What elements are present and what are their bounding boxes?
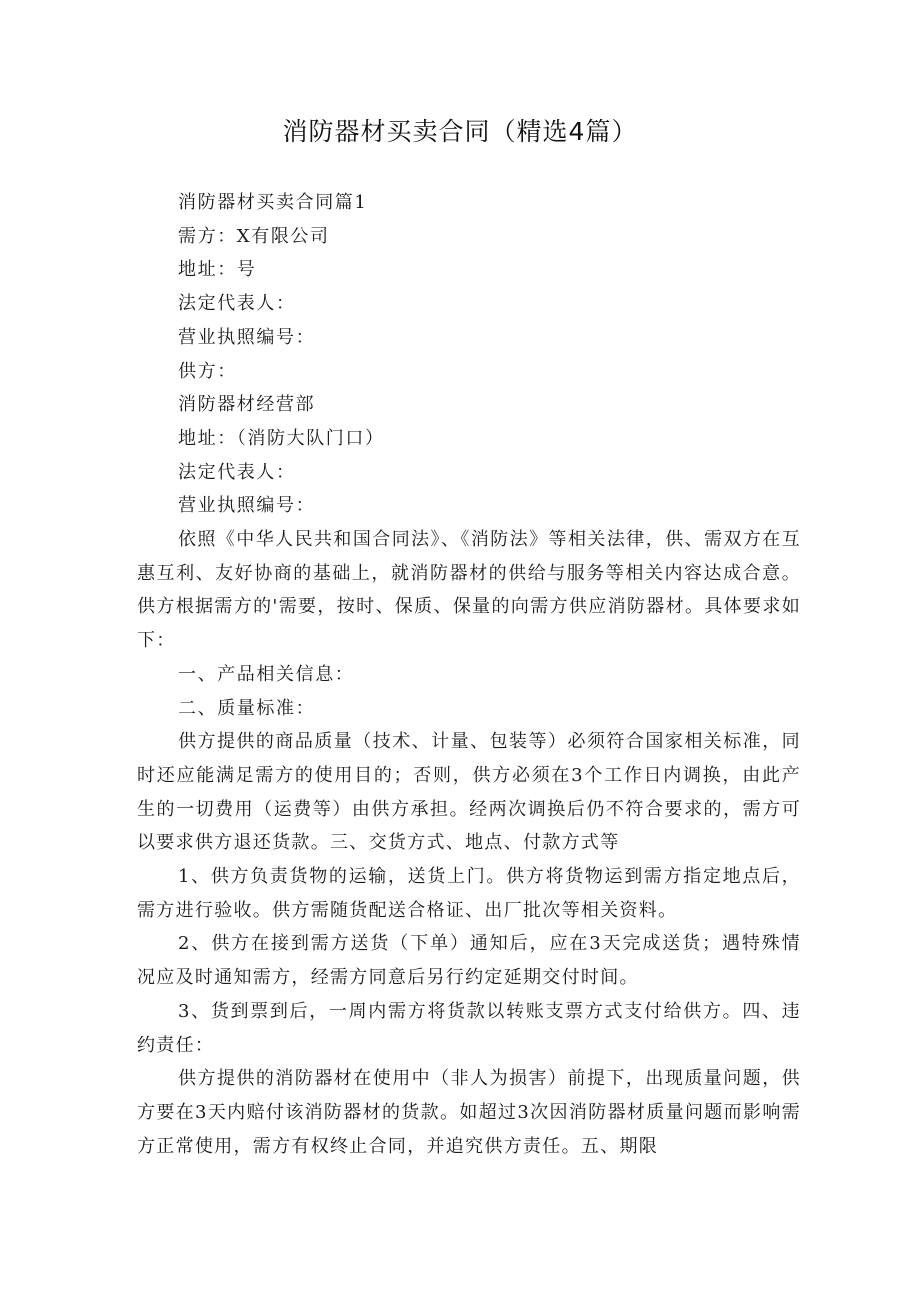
payment-item-3: 3、货到票到后，一周内需方将货款以转账支票方式支付给供方。四、违约责任： <box>137 1000 801 1056</box>
buyer-address-line: 地址：号 <box>178 259 257 281</box>
liability-paragraph: 供方提供的消防器材在使用中（非人为损害）前提下，出现质量问题，供方要在3天内赔付该消防器材的货款。如超过3次因消防器材质量问题而影响需方正常使用，需方有权终止合同，并追究供方责任。五、期限 <box>137 1068 801 1157</box>
delivery-item-2: 2、供方在接到需方送货（下单）通知后，应在3天完成送货；遇特殊情况应及时通知需方，经需方同意后另行约定延期交付时间。 <box>137 933 801 989</box>
supplier-legal-rep-line: 法定代表人： <box>178 461 296 483</box>
supplier-license-line: 营业执照编号： <box>178 495 316 517</box>
section-quality-standard: 二、质量标准： <box>178 697 316 719</box>
section-product-info: 一、产品相关信息： <box>178 663 355 685</box>
buyer-license-line: 营业执照编号： <box>178 326 316 348</box>
document-title: 消防器材买卖合同（精选4篇） <box>282 117 638 146</box>
supplier-address-line: 地址：（消防大队门口） <box>178 427 385 449</box>
contract-heading: 消防器材买卖合同篇1 <box>178 192 368 213</box>
buyer-line: 需方：X有限公司 <box>178 225 330 247</box>
supplier-line: 供方： <box>178 360 237 382</box>
buyer-legal-rep-line: 法定代表人： <box>178 293 296 315</box>
document-body <box>137 186 801 1163</box>
quality-paragraph: 供方提供的商品质量（技术、计量、包装等）必须符合国家相关标准，同时还应能满足需方的使用目的；否则，供方必须在3个工作日内调换，由此产生的一切费用（运费等）由供方承担。经两次调换后仍不符合要求的，需方可以要求供方退还货款。三、交货方式、地点、付款方式等 <box>137 731 801 854</box>
delivery-item-1: 1、供方负责货物的运输，送货上门。供方将货物运到需方指定地点后，需方进行验收。供方需随货配送合格证、出厂批次等相关资料。 <box>137 866 801 921</box>
supplier-name-line: 消防器材经营部 <box>178 394 316 416</box>
intro-paragraph: 依照《中华人民共和国合同法》、《消防法》等相关法律，供、需双方在互惠互利、友好协商的基础上，就消防器材的供给与服务等相关内容达成合意。供方根据需方的'需要，按时、保质、保量的向需方供应消防器材。具体要求如下： <box>137 529 801 652</box>
